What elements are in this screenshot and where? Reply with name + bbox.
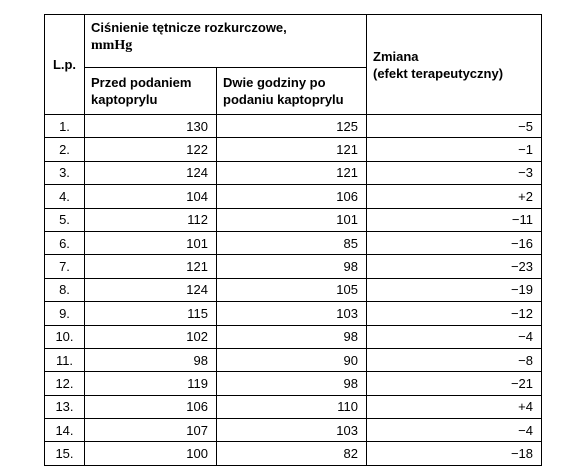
cell-lp: 12. — [45, 372, 85, 395]
cell-change: +4 — [367, 395, 542, 418]
cell-before: 98 — [85, 348, 217, 371]
cell-before: 106 — [85, 395, 217, 418]
table-row — [45, 302, 542, 325]
cell-lp: 1. — [45, 115, 85, 138]
cell-change: −4 — [367, 419, 542, 442]
table-row — [45, 231, 542, 254]
table-row — [45, 372, 542, 395]
header-before-line2: kaptoprylu — [91, 92, 158, 107]
cell-lp: 5. — [45, 208, 85, 231]
header-change-line2: (efekt terapeutyczny) — [373, 65, 504, 81]
cell-lp: 3. — [45, 161, 85, 184]
cell-before: 130 — [85, 115, 217, 138]
cell-after: 106 — [217, 185, 367, 208]
cell-lp: 8. — [45, 278, 85, 301]
cell-before: 124 — [85, 278, 217, 301]
header-change — [367, 15, 542, 115]
cell-after: 105 — [217, 278, 367, 301]
header-after — [217, 68, 367, 115]
table-row — [45, 138, 542, 161]
cell-change: −12 — [367, 302, 542, 325]
cell-before: 119 — [85, 372, 217, 395]
table-row — [45, 419, 542, 442]
header-lp: L.p. — [45, 15, 85, 115]
cell-before: 104 — [85, 185, 217, 208]
cell-lp: 15. — [45, 442, 85, 465]
cell-change: −3 — [367, 161, 542, 184]
table-row — [45, 325, 542, 348]
cell-change: −21 — [367, 372, 542, 395]
cell-change: −16 — [367, 231, 542, 254]
table-row — [45, 395, 542, 418]
header-change-line1: Zmiana — [373, 48, 419, 64]
cell-after: 125 — [217, 115, 367, 138]
cell-after: 110 — [217, 395, 367, 418]
cell-after: 98 — [217, 255, 367, 278]
cell-after: 103 — [217, 302, 367, 325]
cell-lp: 11. — [45, 348, 85, 371]
cell-after: 82 — [217, 442, 367, 465]
cell-after: 98 — [217, 325, 367, 348]
cell-after: 121 — [217, 161, 367, 184]
cell-change: −23 — [367, 255, 542, 278]
table-body — [45, 115, 542, 466]
table-row — [45, 442, 542, 465]
cell-change: −5 — [367, 115, 542, 138]
cell-change: −18 — [367, 442, 542, 465]
header-diastolic-title: Ciśnienie tętnicze rozkurczowe, — [91, 20, 287, 35]
cell-before: 122 — [85, 138, 217, 161]
cell-after: 103 — [217, 419, 367, 442]
header-unit: mmHg — [91, 38, 133, 53]
table-row — [45, 278, 542, 301]
header-after-line2: podaniu kaptoprylu — [223, 92, 344, 107]
table-row — [45, 115, 542, 138]
header-before — [85, 68, 217, 115]
cell-change: −4 — [367, 325, 542, 348]
header-before-line1: Przed podaniem — [91, 75, 192, 90]
cell-after: 98 — [217, 372, 367, 395]
cell-before: 121 — [85, 255, 217, 278]
cell-change: −8 — [367, 348, 542, 371]
cell-lp: 13. — [45, 395, 85, 418]
cell-before: 112 — [85, 208, 217, 231]
cell-change: +2 — [367, 185, 542, 208]
header-after-line1: Dwie godziny po — [223, 75, 326, 90]
table-row — [45, 255, 542, 278]
cell-after: 121 — [217, 138, 367, 161]
table-row — [45, 208, 542, 231]
cell-after: 90 — [217, 348, 367, 371]
table-row — [45, 161, 542, 184]
header-diastolic-pressure — [85, 15, 367, 68]
cell-lp: 9. — [45, 302, 85, 325]
cell-before: 115 — [85, 302, 217, 325]
cell-after: 101 — [217, 208, 367, 231]
cell-before: 101 — [85, 231, 217, 254]
cell-before: 107 — [85, 419, 217, 442]
blood-pressure-table — [44, 14, 542, 466]
cell-after: 85 — [217, 231, 367, 254]
cell-change: −11 — [367, 208, 542, 231]
cell-lp: 10. — [45, 325, 85, 348]
cell-lp: 6. — [45, 231, 85, 254]
table-row — [45, 348, 542, 371]
cell-before: 124 — [85, 161, 217, 184]
cell-lp: 14. — [45, 419, 85, 442]
cell-change: −1 — [367, 138, 542, 161]
cell-change: −19 — [367, 278, 542, 301]
cell-lp: 2. — [45, 138, 85, 161]
table-row — [45, 185, 542, 208]
cell-before: 102 — [85, 325, 217, 348]
cell-lp: 7. — [45, 255, 85, 278]
cell-before: 100 — [85, 442, 217, 465]
cell-lp: 4. — [45, 185, 85, 208]
